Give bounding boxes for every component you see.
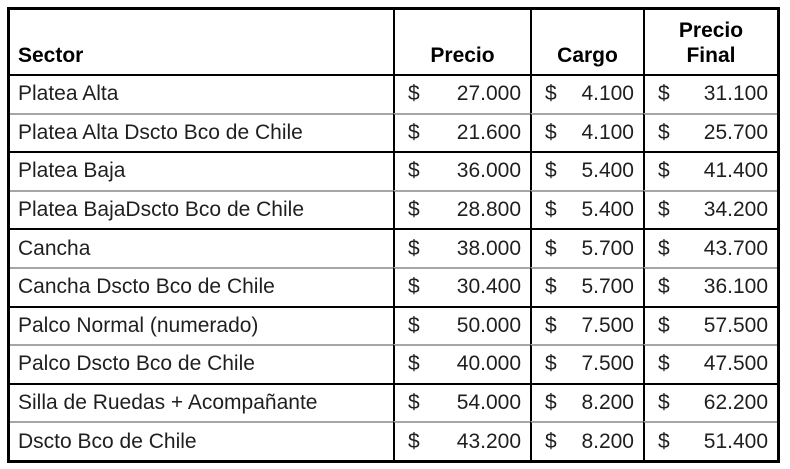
amount: 43.200 [456, 429, 521, 453]
amount: 7.500 [581, 313, 634, 337]
cargo-cell [530, 151, 643, 190]
sector-cell: Platea Alta Dscto Bco de Chile [10, 113, 393, 152]
column-header-sector: Sector [18, 44, 84, 67]
amount: 51.400 [703, 429, 768, 453]
currency-symbol: $ [545, 236, 557, 260]
precio-final-cell [643, 113, 777, 152]
amount: 41.400 [703, 159, 768, 183]
sector-cell: Platea BajaDscto Bco de Chile [10, 190, 393, 229]
currency-symbol: $ [545, 352, 557, 376]
precio-cell [393, 190, 530, 229]
precio-final-cell [643, 383, 777, 422]
precio-final-cell [643, 151, 777, 190]
currency-symbol: $ [408, 313, 420, 337]
column-header-cargo: Cargo [530, 10, 643, 74]
currency-symbol: $ [545, 429, 557, 453]
amount: 7.500 [581, 352, 634, 376]
currency-symbol: $ [408, 198, 420, 222]
precio-cell [393, 344, 530, 383]
amount: 5.400 [581, 159, 634, 183]
sector-cell: Palco Normal (numerado) [10, 306, 393, 345]
currency-symbol: $ [658, 236, 670, 260]
amount: 5.400 [581, 198, 634, 222]
amount: 8.200 [581, 391, 634, 415]
sector-cell: Platea Alta [10, 74, 393, 113]
cargo-cell [530, 190, 643, 229]
currency-symbol: $ [545, 391, 557, 415]
cargo-cell [530, 383, 643, 422]
precio-cell [393, 74, 530, 113]
cargo-cell [530, 74, 643, 113]
currency-symbol: $ [545, 198, 557, 222]
amount: 25.700 [703, 120, 768, 144]
column-header-precio: Precio [393, 10, 530, 74]
amount: 43.700 [703, 236, 768, 260]
currency-symbol: $ [408, 120, 420, 144]
currency-symbol: $ [658, 159, 670, 183]
amount: 62.200 [703, 391, 768, 415]
amount: 38.000 [456, 236, 521, 260]
currency-symbol: $ [408, 159, 420, 183]
precio-final-cell [643, 228, 777, 267]
currency-symbol: $ [658, 82, 670, 106]
amount: 8.200 [581, 429, 634, 453]
currency-symbol: $ [408, 275, 420, 299]
precio-cell [393, 383, 530, 422]
currency-symbol: $ [545, 82, 557, 106]
amount: 28.800 [456, 198, 521, 222]
currency-symbol: $ [408, 429, 420, 453]
precio-cell [393, 306, 530, 345]
cargo-cell [530, 421, 643, 460]
precio-final-cell [643, 190, 777, 229]
precio-final-cell [643, 306, 777, 345]
sector-cell: Silla de Ruedas + Acompañante [10, 383, 393, 422]
column-header-precio-final-label: Precio Final [678, 18, 744, 67]
currency-symbol: $ [658, 198, 670, 222]
amount: 36.000 [456, 159, 521, 183]
precio-final-cell [643, 421, 777, 460]
currency-symbol: $ [408, 236, 420, 260]
cargo-cell [530, 113, 643, 152]
amount: 27.000 [456, 82, 521, 106]
sector-cell: Dscto Bco de Chile [10, 421, 393, 460]
precio-cell [393, 421, 530, 460]
amount: 40.000 [456, 352, 521, 376]
amount: 47.500 [703, 352, 768, 376]
amount: 30.400 [456, 275, 521, 299]
sector-cell: Cancha Dscto Bco de Chile [10, 267, 393, 306]
currency-symbol: $ [658, 429, 670, 453]
amount: 5.700 [581, 275, 634, 299]
currency-symbol: $ [408, 82, 420, 106]
amount: 31.100 [703, 82, 768, 106]
currency-symbol: $ [408, 391, 420, 415]
amount: 36.100 [703, 275, 768, 299]
precio-cell [393, 228, 530, 267]
amount: 50.000 [456, 313, 521, 337]
currency-symbol: $ [658, 352, 670, 376]
amount: 21.600 [456, 120, 521, 144]
amount: 4.100 [581, 82, 634, 106]
sector-cell: Cancha [10, 228, 393, 267]
precio-final-cell [643, 74, 777, 113]
precio-final-cell [643, 344, 777, 383]
currency-symbol: $ [545, 275, 557, 299]
currency-symbol: $ [545, 313, 557, 337]
currency-symbol: $ [408, 352, 420, 376]
column-header-precio-final [643, 10, 777, 74]
precio-cell [393, 267, 530, 306]
amount: 5.700 [581, 236, 634, 260]
amount: 54.000 [456, 391, 521, 415]
amount: 4.100 [581, 120, 634, 144]
currency-symbol: $ [545, 159, 557, 183]
amount: 34.200 [703, 198, 768, 222]
amount: 57.500 [703, 313, 768, 337]
cargo-cell [530, 344, 643, 383]
price-table [7, 7, 780, 463]
currency-symbol: $ [658, 391, 670, 415]
precio-final-cell [643, 267, 777, 306]
precio-cell [393, 151, 530, 190]
cargo-cell [530, 306, 643, 345]
cargo-cell [530, 267, 643, 306]
sector-cell: Palco Dscto Bco de Chile [10, 344, 393, 383]
sector-cell: Platea Baja [10, 151, 393, 190]
currency-symbol: $ [658, 120, 670, 144]
currency-symbol: $ [658, 313, 670, 337]
currency-symbol: $ [658, 275, 670, 299]
precio-cell [393, 113, 530, 152]
currency-symbol: $ [545, 120, 557, 144]
cargo-cell [530, 228, 643, 267]
